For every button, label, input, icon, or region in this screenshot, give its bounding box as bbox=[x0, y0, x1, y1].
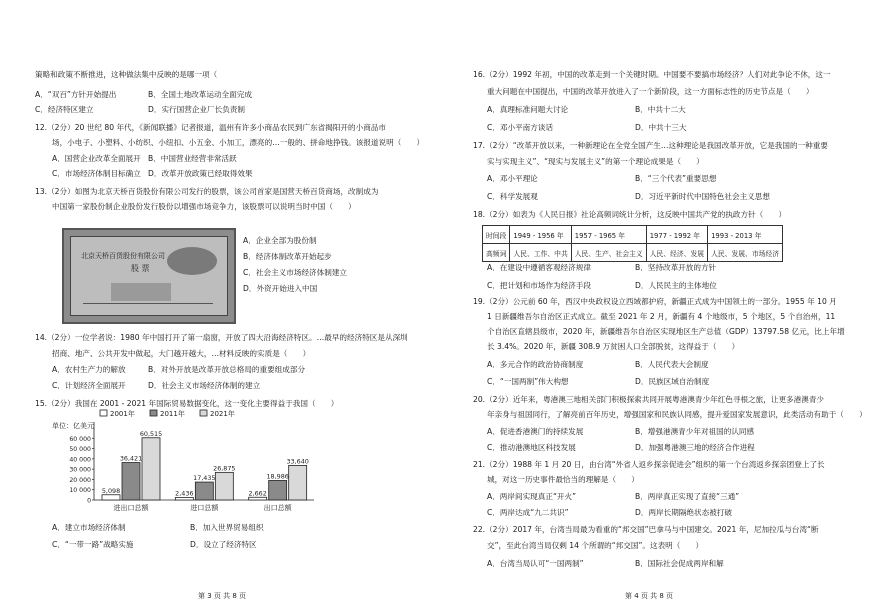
bar bbox=[289, 465, 307, 500]
data-label: 18,986 bbox=[266, 472, 289, 481]
legend-label: 2011年 bbox=[160, 410, 185, 418]
q11-tail: 策略和政策不断推进，这种做法集中反映的是哪一项（ bbox=[35, 70, 218, 79]
q14-option-b: B．对外开放是改革开放总格局的重要组成部分 bbox=[148, 365, 306, 374]
bar bbox=[195, 482, 213, 500]
y-tick-label: 30 000 bbox=[69, 466, 91, 474]
q20-option-b: B．增强港澳青少年对祖国的认同感 bbox=[635, 427, 755, 436]
y-tick-label: 20 000 bbox=[69, 476, 91, 484]
q19-option-a: A．多元合作的政治协商制度 bbox=[487, 360, 584, 369]
q14-option-a: A．农村生产力的解放 bbox=[52, 365, 126, 374]
q20-option-a: A．促进香港澳门的持续发展 bbox=[487, 427, 584, 436]
q11-option-c: C．经济特区建立 bbox=[35, 105, 94, 114]
data-label: 5,098 bbox=[101, 486, 121, 495]
q11-option-a: A．“双百”方针开始提出 bbox=[35, 90, 117, 99]
x-tick-label: 进出口总额 bbox=[113, 504, 149, 512]
q13-option-a: A．企业全部为股份制 bbox=[243, 236, 317, 245]
legend-label: 2001年 bbox=[110, 410, 135, 418]
data-label: 60,515 bbox=[139, 429, 163, 438]
q22-option-a: A．台湾当局认可“一国两制” bbox=[487, 559, 584, 568]
q16-stem-1: 16.（2分）1992 年初，中国的改革走到一个关键时期。中国要不要搞市场经济？人们对此争论不休，这一 bbox=[473, 70, 831, 79]
y-tick-label: 10 000 bbox=[69, 487, 91, 495]
legend-swatch bbox=[100, 410, 107, 416]
y-tick-label: 60 000 bbox=[69, 435, 91, 443]
q14-option-c: C．计划经济全面展开 bbox=[52, 381, 126, 390]
table-cell: 人民、经济、发展 bbox=[646, 244, 707, 262]
stock-emblem-icon bbox=[167, 247, 217, 275]
q15-option-b: B．加入世界贸易组织 bbox=[190, 523, 264, 532]
stock-title: 北京天桥百货股份有限公司 bbox=[81, 252, 165, 260]
bar bbox=[175, 497, 193, 500]
q19-stem-3: 个自治区直辖县级市，2020 年，新疆维吾尔自治区实现地区生产总值（GDP）13797.58 亿元，比上年增 bbox=[487, 327, 845, 336]
q20-option-d: D．加强粤港澳三地的经济合作进程 bbox=[635, 443, 755, 452]
q12-stem-1: 12.（2分）20 世纪 80 年代，《新闻联播》记者报道，温州有许多小商品农民到广东省揭阳开的小商品市 bbox=[35, 123, 387, 132]
q19-stem-4: 长 3.4%。2020 年，新疆 308.9 万贫困人口全部脱贫，这得益于（ ） bbox=[487, 342, 740, 351]
y-tick-label: 50 000 bbox=[69, 446, 91, 454]
data-label: 26,875 bbox=[213, 464, 236, 473]
q21-option-b: B．两岸真正实现了直接“三通” bbox=[635, 492, 740, 501]
q13-option-d: D．外资开始进入中国 bbox=[243, 284, 318, 293]
q16-option-d: D．中共十三大 bbox=[635, 123, 687, 132]
q15-option-d: D．设立了经济特区 bbox=[190, 540, 257, 549]
q11-option-b: B．全国土地改革运动全面完成 bbox=[148, 90, 252, 99]
q18-option-b: B．坚持改革开放的方针 bbox=[635, 263, 717, 272]
stock-certificate-image bbox=[62, 228, 236, 324]
trade-bar-chart bbox=[52, 408, 332, 516]
page-footer-right: 第 4 页 共 8 页 bbox=[625, 592, 674, 600]
stock-subtitle: 股 票 bbox=[131, 264, 150, 273]
bar bbox=[249, 497, 267, 500]
table-row bbox=[483, 226, 783, 244]
q12-option-c: C．市场经济体制目标确立 bbox=[52, 169, 141, 178]
q13-stem-1: 13.（2分）如图为北京天桥百货股份有限公司发行的股票，该公司首家是国营天桥百货商场，改制成为 bbox=[35, 187, 379, 196]
q17-stem-1: 17.（2分）“改革开放以来，一种新理论在全党全国产生…这种理论是我国改革开放，它是我国的一种重要 bbox=[473, 141, 828, 150]
data-label: 2,662 bbox=[248, 489, 267, 498]
table-cell: 人民、发展、市场经济 bbox=[708, 244, 783, 262]
q20-stem-1: 20.（2分）近年来，粤港澳三地相关部门积极探索共同开展粤港澳青少年红色寻根之旅，让更多港澳青少 bbox=[473, 395, 825, 404]
q15-option-a: A．建立市场经济体制 bbox=[52, 523, 126, 532]
y-axis-label: 单位：亿美元 bbox=[52, 422, 94, 430]
q16-option-c: C．邓小平南方谈话 bbox=[487, 123, 554, 132]
table-cell: 人民、生产、社会主义 bbox=[571, 244, 646, 262]
q15-stem: 15.（2分）我国在 2001 - 2021 年国际贸易数据变化，这一变化主要得益于我国（ ） bbox=[35, 399, 339, 408]
q11-option-d: D．实行国营企业厂长负责制 bbox=[148, 105, 245, 114]
q18-option-c: C．把计划和市场作为经济手段 bbox=[487, 281, 592, 290]
q20-option-c: C．推动港澳地区科技发展 bbox=[487, 443, 576, 452]
q14-stem-2: 招商、地产、公共开发中做起，大门越开越大，…材料反映的实质是（ ） bbox=[52, 349, 311, 358]
right-page bbox=[435, 0, 870, 615]
q19-option-b: B．人民代表大会制度 bbox=[635, 360, 709, 369]
table-cell: 时间段 bbox=[483, 226, 510, 244]
x-tick-label: 出口总额 bbox=[263, 504, 292, 512]
q16-stem-2: 重大问题在中国提出，中国的改革开放进入了一个新阶段，这一方面标志性的历史节点是（ ） bbox=[487, 87, 814, 96]
q17-option-c: C．科学发展观 bbox=[487, 192, 538, 201]
q17-option-b: B．“三个代表”重要思想 bbox=[635, 174, 717, 183]
bar bbox=[215, 472, 233, 500]
keyword-table bbox=[482, 225, 783, 262]
q19-option-c: C．“一国两制”伟大构想 bbox=[487, 377, 569, 386]
x-tick-label: 进口总额 bbox=[190, 504, 219, 512]
table-row bbox=[483, 244, 783, 262]
data-label: 36,421 bbox=[119, 454, 143, 463]
q19-stem-2: 1 日新疆维吾尔自治区正式成立。截至 2021 年 2 月，新疆有 4 个地级市，5 个地区，5 个自治州，11 bbox=[487, 312, 836, 321]
table-cell: 1949 - 1956 年 bbox=[510, 226, 571, 244]
q18-option-a: A．在建设中遵循客观经济规律 bbox=[487, 263, 591, 272]
q18-option-d: D．人民民主的主体地位 bbox=[635, 281, 717, 290]
q21-option-a: A．两岸间实现真正“开火” bbox=[487, 492, 576, 501]
bar bbox=[102, 495, 120, 500]
q14-option-d: D．社会主义市场经济体制的建立 bbox=[148, 381, 261, 390]
q16-option-a: A．真理标准问题大讨论 bbox=[487, 105, 569, 114]
q21-option-d: D．两岸长期隔绝状态被打破 bbox=[635, 508, 732, 517]
legend-swatch bbox=[200, 410, 207, 416]
q22-stem-2: 交”，至此台湾当局仅剩 14 个所谓的“邦交国”。这表明（ ） bbox=[487, 541, 704, 550]
legend-swatch bbox=[150, 410, 157, 416]
divider bbox=[83, 303, 213, 304]
bar bbox=[142, 438, 160, 500]
q13-stem-2: 中国第一家股份制企业股份发行股份以增强市场竞争力，该股票可以说明当时中国（ ） bbox=[52, 202, 356, 211]
q21-stem-2: 城，对这一历史事件最恰当的理解是（ ） bbox=[487, 475, 639, 484]
q17-stem-2: 实与实现主义”、“现实与发展主义”的第一个理论成果是（ ） bbox=[487, 157, 704, 166]
q20-stem-2: 年亲身与祖国同行，了解亮前百年历史，增强国家和民族认同感，提升爱国家发展意识，此类活动有助于（ ） bbox=[487, 410, 867, 419]
q15-option-c: C．“一带一路”战略实施 bbox=[52, 540, 134, 549]
bar bbox=[122, 463, 140, 500]
table-cell: 1993 - 2013 年 bbox=[708, 226, 783, 244]
q21-option-c: C．两岸达成“九二共识” bbox=[487, 508, 569, 517]
legend-label: 2021年 bbox=[210, 410, 235, 418]
q21-stem-1: 21.（2分）1988 年 1 月 20 日，由台湾“外省人返乡探亲促进会”组织的第一个台湾返乡探亲团登上了长 bbox=[473, 460, 825, 469]
bar bbox=[269, 480, 287, 500]
q17-option-d: D．习近平新时代中国特色社会主义思想 bbox=[635, 192, 770, 201]
q12-option-a: A．国营企业改革全面展开 bbox=[52, 154, 141, 163]
q22-stem-1: 22.（2分）2017 年，台湾当局最为看重的“邦交国”巴拿马与中国建交。2021 年，尼加拉瓜与台湾“断 bbox=[473, 525, 819, 534]
table-cell: 1977 - 1992 年 bbox=[646, 226, 707, 244]
table-cell: 人民、工作、中共 bbox=[510, 244, 571, 262]
q17-option-a: A．邓小平理论 bbox=[487, 174, 538, 183]
data-label: 33,640 bbox=[286, 457, 309, 466]
data-label: 2,436 bbox=[175, 489, 194, 498]
q12-option-b: B．中国营业经营非常活跃 bbox=[148, 154, 237, 163]
y-tick-label: 0 bbox=[87, 497, 91, 505]
building-illustration-icon bbox=[111, 283, 171, 301]
q16-option-b: B．中共十二大 bbox=[635, 105, 686, 114]
q13-option-c: C．社会主义市场经济体制建立 bbox=[243, 268, 348, 277]
q13-option-b: B．经济体制改革开始起步 bbox=[243, 252, 332, 261]
q18-stem: 18.（2分）如表为《人民日报》社论高频词统计分析，这反映中国共产党的执政方针（ ） bbox=[473, 210, 787, 219]
data-label: 17,435 bbox=[193, 474, 216, 483]
q22-option-b: B．国际社会促成两岸和解 bbox=[635, 559, 724, 568]
table-cell: 高频词 bbox=[483, 244, 510, 262]
page-footer-left: 第 3 页 共 8 页 bbox=[198, 592, 247, 600]
q19-stem-1: 19.（2分）公元前 60 年，西汉中央政权设立西域都护府，新疆正式成为中国领土的一部分。1955 年 10 月 bbox=[473, 297, 837, 306]
q12-option-d: D．改革开放政策已经取得效果 bbox=[148, 169, 253, 178]
q14-stem-1: 14.（2分）一位学者说：1980 年中国打开了第一扇窗，开放了四大沿海经济特区。…最早的经济特区是从深圳 bbox=[35, 333, 408, 342]
q19-option-d: D．民族区域自治制度 bbox=[635, 377, 710, 386]
table-cell: 1957 - 1965 年 bbox=[571, 226, 646, 244]
q12-stem-2: 场，小电子、小塑料、小纺织、小纽扣、小五金、小加工，漂亮的…一般的、拼命地挣钱。该报道说明（ ） bbox=[52, 138, 425, 147]
y-tick-label: 40 000 bbox=[69, 456, 91, 464]
